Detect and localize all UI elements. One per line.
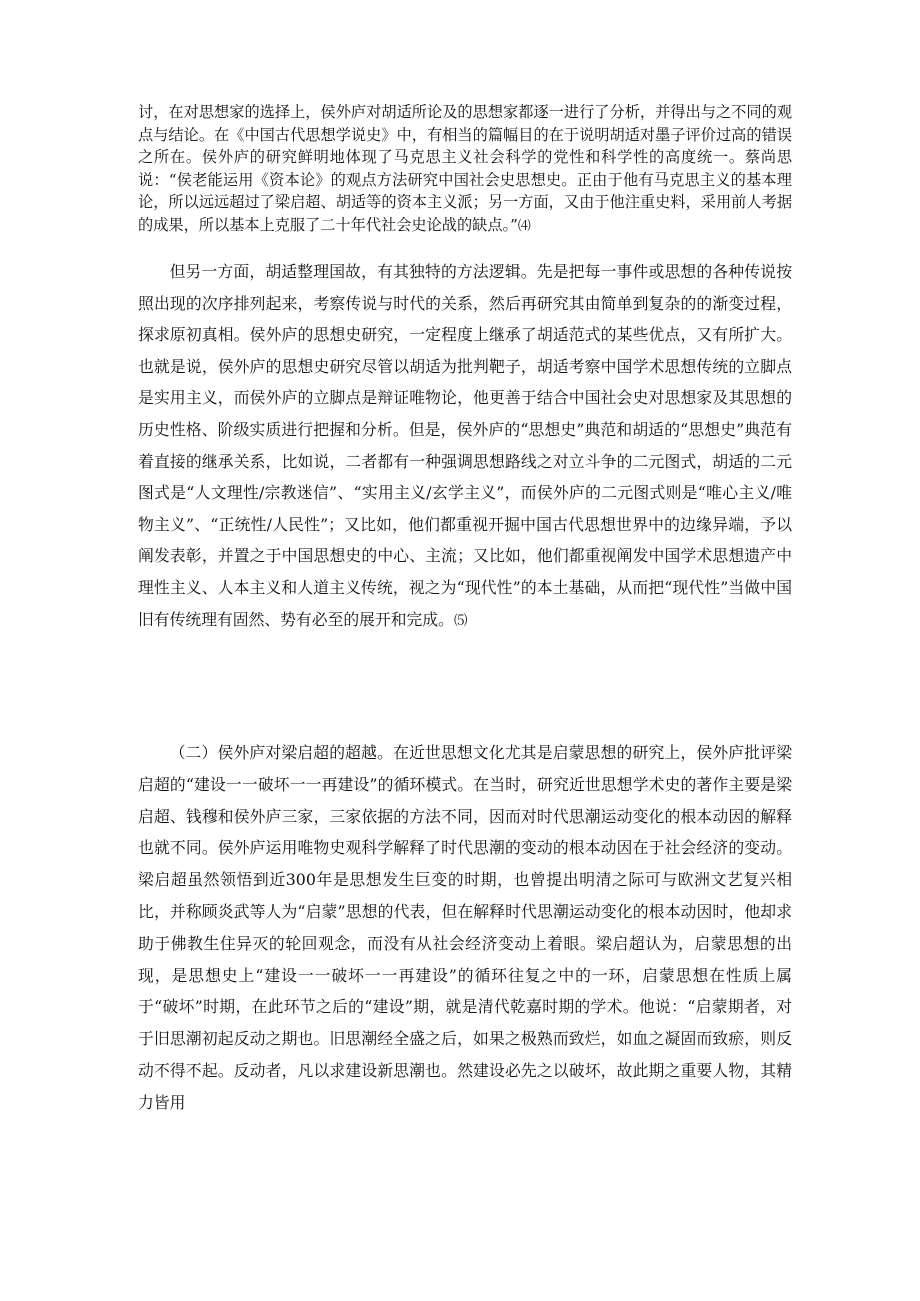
footnote-marker: ⑷ bbox=[517, 218, 531, 234]
paragraph-surpassing-liang-qichao bbox=[138, 737, 792, 1119]
footnote-marker: ⑸ bbox=[453, 613, 468, 629]
paragraph-hu-shi-method bbox=[138, 256, 792, 637]
paragraph-text: （二）侯外庐对梁启超的超越。在近世思想文化尤其是启蒙思想的研究上，侯外庐批评梁启超的“建设一一破坏一一再建设”的循环模式。在当时，研究近世思想学术史的著作主要是梁启超、钱穆和侯外庐三家，三家依据的方法不同，因而对时代思潮运动变化的根本动因的解释也就不同。侯外庐运用唯物史观科学解释了时代思潮的变动的根本动因在于社会经济的变动。梁启超虽然领悟到近300年是思想发生巨变的时期，也曾提出明清之际可与欧洲文艺复兴相比，并称顾炎武等人为“启蒙”思想的代表，但在解释时代思潮运动变化的根本动因时，他却求助于佛教生住异灭的轮回观念，而没有从社会经济变动上着眼。梁启超认为，启蒙思想的出现，是思想史上“建设一一破坏一一再建设”的循环往复之中的一环，启蒙思想在性质上属于“破坏”时期，在此环节之后的“建设”期，就是清代乾嘉时期的学术。他说：“启蒙期者，对于旧思潮初起反动之期也。旧思潮经全盛之后，如果之极熟而致烂，如血之凝固而致瘀，则反动不得不起。反动者，凡以求建设新思潮也。然建设必先之以破坏，故此期之重要人物，其精力皆用 bbox=[138, 743, 792, 1112]
paragraph-text: 但另一方面，胡适整理国故，有其独特的方法逻辑。先是把每一事件或思想的各种传说按照出现的次序排列起来，考察传说与时代的关系，然后再研究其由简单到复杂的的渐变过程，探求原初真相。侯外庐的思想史研究，一定程度上继承了胡适范式的某些优点，又有所扩大。也就是说，侯外庐的思想史研究尽管以胡适为批判靶子，胡适考察中国学术思想传统的立脚点是实用主义，而侯外庐的立脚点是辩证唯物论，他更善于结合中国社会史对思想家及其思想的历史性格、阶级实质进行把握和分析。但是，侯外庐的“思想史”典范和胡适的“思想史”典范有着直接的继承关系，比如说，二者都有一种强调思想路线之对立斗争的二元图式，胡适的二元图式是“人文理性/宗教迷信”、“实用主义/玄学主义”，而侯外庐的二元图式则是“唯心主义/唯物主义”、“正统性/人民性”；又比如，他们都重视开掘中国古代思想世界中的边缘异端，予以阐发表彰，并置之于中国思想史的中心、主流；又比如，他们都重视阐发中国学术思想遗产中理性主义、人本主义和人道主义传统，视之为“现代性”的本土基础，从而把“现代性”当做中国旧有传统理有固然、势有必至的展开和完成。 bbox=[138, 262, 792, 629]
paragraph-text: 讨，在对思想家的选择上，侯外庐对胡适所论及的思想家都逐一进行了分析，并得出与之不同的观点与结论。在《中国古代思想学说史》中，有相当的篇幅目的在于说明胡适对墨子评价过高的错误之所在。侯外庐的研究鲜明地体现了马克思主义社会科学的党性和科学性的高度统一。蔡尚思说：“侯老能运用《资本论》的观点方法研究中国社会史思想史。正由于他有马克思主义的基本理论，所以远远超过了梁启超、胡适等的资本主义派；另一方面，又由于他注重史料，采用前人考据的成果，所以基本上克服了二十年代社会史论战的缺点。” bbox=[138, 103, 792, 234]
paragraph-hou-wailu-vs-hu-shi-thinkers bbox=[138, 101, 792, 239]
